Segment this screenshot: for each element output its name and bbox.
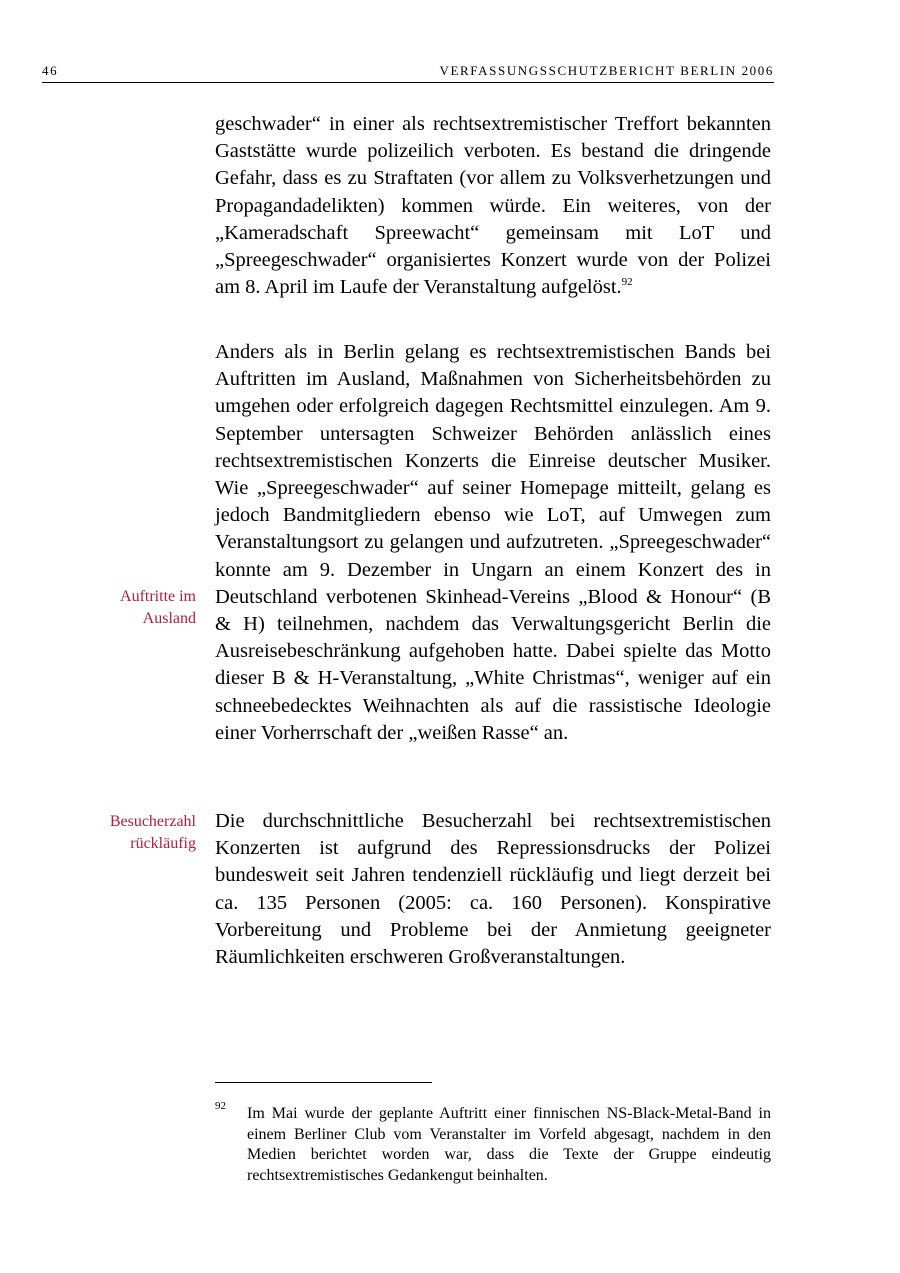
margin-note-auftritte <box>86 586 196 630</box>
paragraph-1-text: geschwader“ in einer als rechtsextremistischer Treffort bekannten Gaststätte wurde polizeilich verboten. Es bestand die dringende Gefahr, dass es zu Straftaten (vor allem zu Volksverhetzungen und Propagandadelikten) kommen würde. Ein weiteres, von der „Kameradschaft Spreewacht“ gemeinsam mit LoT und „Spreegeschwader“ organisiertes Konzert wurde von der Polizei am 8. April im Laufe der Veranstaltung aufgelöst. <box>215 113 771 299</box>
paragraph-1 <box>215 111 771 301</box>
paragraph-2: Anders als in Berlin gelang es rechtsextremistischen Bands bei Auftritten im Ausland, Maßnahmen von Sicherheitsbehörden zu umgehen oder erfolgreich dagegen Rechtsmittel einzulegen. Am 9. September untersagten Schweizer Behörden anlässlich eines rechtsextremistischen Konzerts die Einreise deutscher Musiker. Wie „Spreegeschwader“ auf seiner Homepage mitteilt, gelang es jedoch Bandmitgliedern ebenso wie LoT, auf Umwegen zum Veranstaltungsort zu gelangen und aufzutreten. „Spreegeschwader“ konnte am 9. Dezember in Ungarn an einem Konzert des in Deutschland verbotenen Skinhead-Vereins „Blood & Honour“ (B & H) teilnehmen, nachdem das Verwaltungsgericht Berlin die Ausreisebeschränkung aufgehoben hatte. Dabei spielte das Motto dieser B & H-Veranstaltung, „White Christmas“, weniger auf ein schneebedecktes Weihnachten als auf die rassistische Ideologie einer Vorherrschaft der „weißen Rasse“ an. <box>215 341 771 744</box>
footnote-text: Im Mai wurde der geplante Auftritt einer finnischen NS-Black-Metal-Band in einem Berliner Club vom Veranstalter im Vorfeld abgesagt, nachdem in den Medien berichtet worden war, dass die Texte der Gruppe eindeutig rechtsextremistisches Gedankengut beinhalten. <box>247 1105 771 1184</box>
running-title: VERFASSUNGSSCHUTZBERICHT BERLIN 2006 <box>439 63 774 78</box>
margin-note-line: Besucherzahl <box>109 813 196 830</box>
margin-note-besucherzahl <box>86 811 196 855</box>
margin-note-line: Ausland <box>142 610 196 627</box>
margin-note-line: rückläufig <box>130 835 196 852</box>
footnote-number: 92 <box>215 1100 226 1112</box>
running-header <box>42 62 774 83</box>
page-number: 46 <box>42 63 59 78</box>
footnote-separator <box>215 1082 432 1083</box>
margin-note-line: Auftritte im <box>120 588 196 605</box>
footnote-reference: 92 <box>621 275 633 288</box>
paragraph-3: Die durchschnittliche Besucherzahl bei rechtsextremistischen Konzerten ist aufgrund des Repressionsdrucks der Polizei bundesweit seit Jahren tendenziell rückläufig und liegt derzeit bei ca. 135 Personen (2005: ca. 160 Personen). Konspirative Vorbereitung und Probleme bei der Anmietung geeigneter Räumlichkeiten erschweren Großveranstaltungen. <box>215 810 771 969</box>
